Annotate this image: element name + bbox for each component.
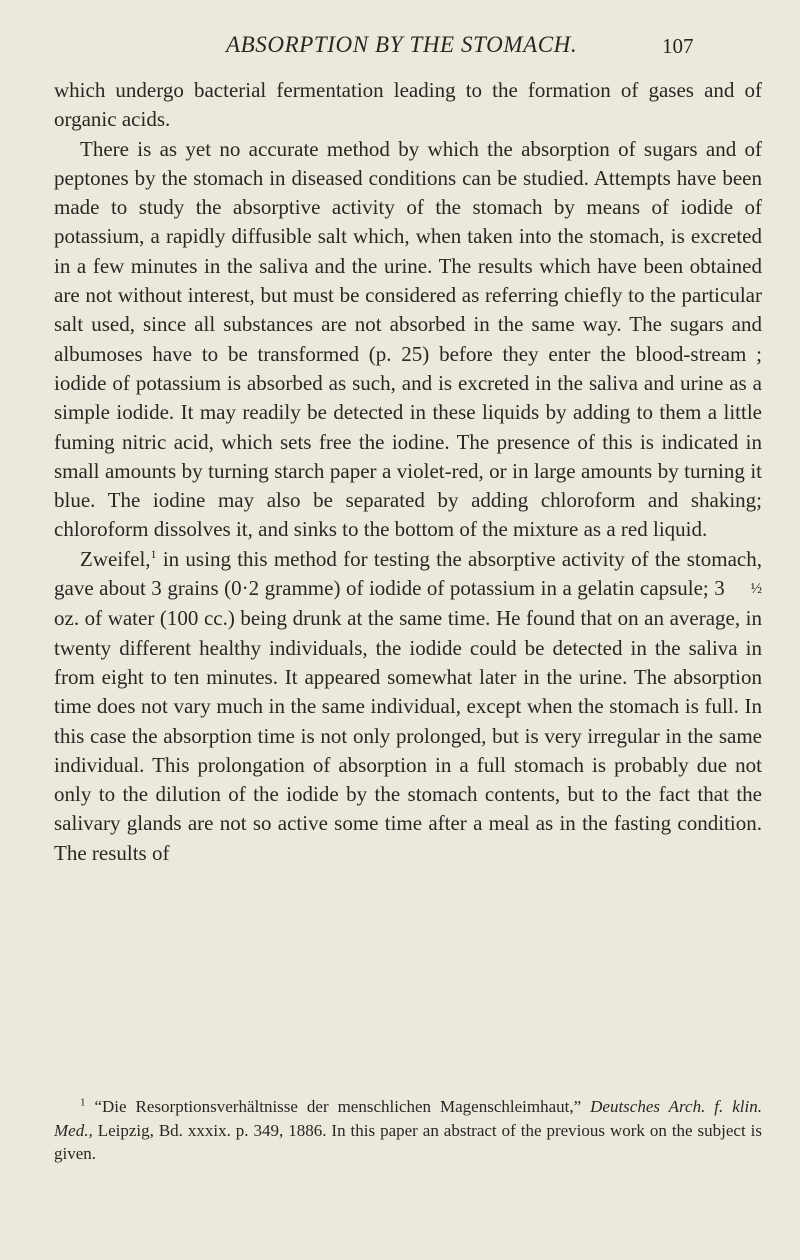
paragraph-continued: which undergo bacterial fermentation leading to the formation of gases and of organic acids. (54, 78, 762, 132)
running-head (0, 26, 800, 62)
paragraph-absorption-methods: There is as yet no accurate method by which the absorption of sugars and of peptones by the stomach in diseased conditions can be studied. Attempts have been made to study the absorptive activity of the stomach by means of iodide of potassium, a rapidly diffusible salt which, when taken into the stomach, is excreted in a few minutes in the saliva and the urine. The results which have been obtained are not without interest, but must be considered as referring chiefly to the particular salt used, since all substances are not absorbed in the same way. The sugars and albumoses have to be transformed (p. 25) before they enter the blood-stream ; iodide of potassium is absorbed as such, and is excreted in the saliva and urine as a simple iodide. It may readily be detected in these liquids by adding to them a little fuming nitric acid, which sets free the iodine. The presence of this is indicated in small amounts by turning starch paper a violet-red, or in large amounts by turning it blue. The iodine may also be separated by adding chloroform and shaking; chloroform dissolves it, and sinks to the bottom of the mixture as a red liquid. (54, 136, 762, 542)
footnote (54, 1095, 762, 1166)
paragraph-text-part-2: oz. of water (100 cc.) being drunk at the same time. He found that on an average, in twenty different healthy individuals, the iodide could be detected in the saliva in from eight to ten minutes. It appeared somewhat later in the urine. The absorption time does not vary much in the same individual, except when the stomach is full. In this case the absorption time is not only prolonged, but is very irregular in the same individual. This prolongation of absorption in a full stomach is probably due not only to the dilution of the iodide by the stomach contents, but to the fact that the salivary glands are not so active some time after a meal as in the fasting condition. The results of (54, 606, 762, 865)
footnote-citation-title: “Die Resorptionsverhältnisse der menschlichen Magenschleimhaut,” (94, 1097, 582, 1116)
page-number: 107 (662, 34, 694, 58)
footnote-journal: Deutsches Arch. f. klin. Med., (54, 1097, 762, 1140)
footnote-marker: 1 (80, 1096, 86, 1109)
footnote-reference: 1 (150, 546, 157, 561)
running-title: ABSORPTION BY THE STOMACH. (226, 32, 578, 57)
body-text (54, 76, 762, 868)
footnote-details: Leipzig, Bd. xxxix. p. 349, 1886. In this paper an abstract of the previous work on the subject is given. (54, 1120, 762, 1163)
paragraph-zweifel (54, 545, 762, 868)
paragraph-text-part-1: in using this method for testing the absorptive activity of the stomach, gave about 3 grains (0·2 gramme) of iodide of potassium in a gelatin capsule; 3 (54, 546, 762, 601)
author-name: Zweifel, (80, 546, 151, 571)
fraction-one-half: ½ (750, 581, 762, 598)
